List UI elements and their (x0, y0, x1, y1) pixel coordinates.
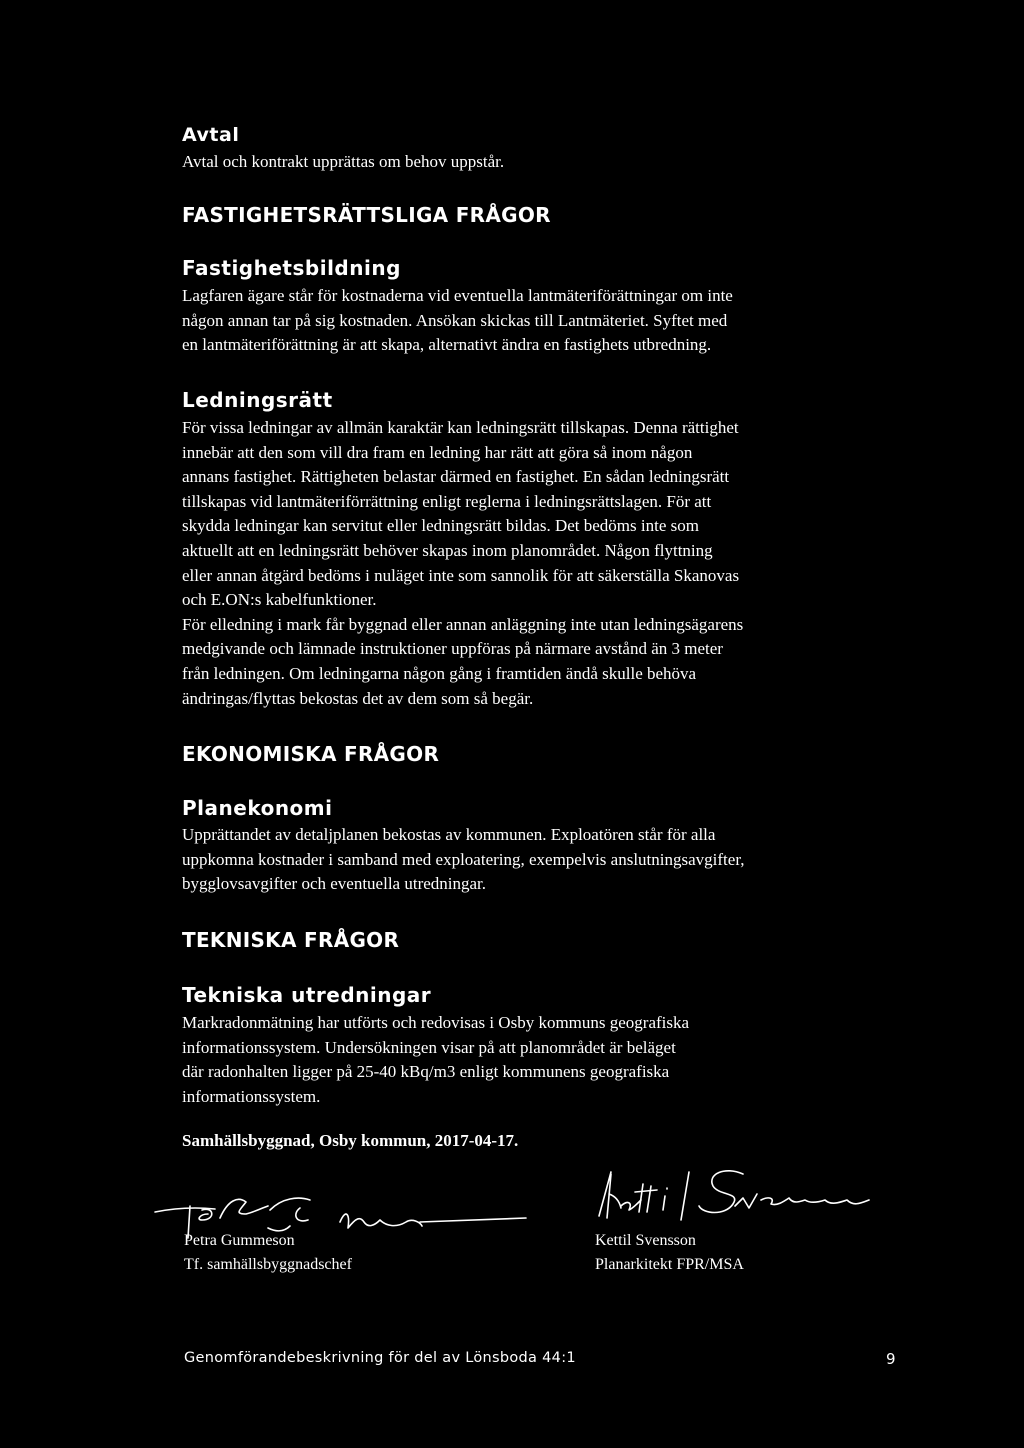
text-line: någon annan tar på sig kostnaden. Ansökan skickas till Lantmäteriet. Syftet med (182, 310, 728, 330)
signatory-right-title: Planarkitekt FPR/MSA (595, 1256, 744, 1273)
text-line: aktuellt att en ledningsrätt behöver skapas inom planområdet. Någon flyttning (182, 540, 713, 560)
planekonomi-paragraph (182, 823, 745, 897)
avtal-heading: Avtal (182, 124, 240, 146)
text-line: annans fastighet. Rättigheten belastar därmed en fastighet. En sådan ledningsrätt (182, 467, 730, 487)
text-line: Markradonmätning har utförts och redovisas i Osby kommuns geografiska (182, 1013, 690, 1032)
text-line: informationssystem. (182, 1086, 321, 1106)
text-line: informationssystem. Undersökningen visar på att planområdet är beläget (182, 1037, 676, 1057)
text-line: Upprättandet av detaljplanen bekostas av kommunen. Exploatören står för alla (182, 825, 716, 844)
signatory-left-title: Tf. samhällsbyggnadschef (184, 1256, 352, 1273)
text-line: För elledning i mark får byggnad eller annan anläggning inte utan ledningsägarens (182, 614, 744, 634)
text-line: För vissa ledningar av allmän karaktär kan ledningsrätt tillskapas. Denna rättighet (182, 418, 739, 437)
text-line: innebär att den som vill dra fram en ledning har rätt att göra så inom någon (182, 442, 693, 462)
footer-document-title: Genomförandebeskrivning för del av Lönsboda 44:1 (184, 1350, 576, 1366)
text-line: och E.ON:s kabelfunktioner. (182, 590, 377, 610)
text-line: från ledningen. Om ledningarna någon gång i framtiden ändå skulle behöva (182, 663, 697, 683)
text-line: skydda ledningar kan servitut eller ledningsrätt bildas. Det bedöms inte som (182, 516, 699, 536)
fastighet-section-heading: FASTIGHETSRÄTTSLIGA FRÅGOR (182, 203, 551, 227)
tekniska-utredningar-paragraph (182, 1011, 689, 1109)
text-line: medgivande och lämnade instruktioner uppföras på närmare avstånd än 3 meter (182, 639, 723, 659)
ledningsratt-heading: Ledningsrätt (182, 388, 333, 412)
signatory-left-name: Petra Gummeson (184, 1232, 295, 1249)
text-line: eller annan åtgärd bedöms i nuläget inte som sannolik för att säkerställa Skanovas (182, 565, 740, 585)
ledningsratt-paragraph (182, 416, 743, 711)
text-line: uppkomna kostnader i samband med exploatering, exempelvis anslutningsavgifter, (182, 849, 745, 869)
planekonomi-heading: Planekonomi (182, 796, 333, 820)
text-line: där radonhalten ligger på 25-40 kBq/m3 enligt kommunens geografiska (182, 1062, 670, 1082)
text-line: Lagfaren ägare står för kostnaderna vid eventuella lantmäteriförättningar om inte (182, 286, 733, 305)
place-date: Samhällsbyggnad, Osby kommun, 2017-04-17. (182, 1131, 519, 1150)
footer-page-number: 9 (886, 1350, 896, 1368)
signatory-right-name: Kettil Svensson (595, 1232, 696, 1249)
fastighetsbildning-paragraph (182, 284, 733, 358)
text-line: tillskapas vid lantmäteriförrättning enligt reglerna i ledningsrättslagen. För att (182, 491, 712, 511)
text-line: en lantmäteriförättning är att skapa, alternativt ändra en fastighets utbredning. (182, 335, 712, 355)
text-line: ändringas/flyttas bekostas det av dem som så begär. (182, 688, 534, 708)
teknik-section-heading: TEKNISKA FRÅGOR (182, 928, 400, 952)
tekniska-utredningar-heading: Tekniska utredningar (182, 983, 432, 1007)
text-line: bygglovsavgifter och eventuella utredningar. (182, 874, 487, 894)
fastighetsbildning-heading: Fastighetsbildning (182, 256, 401, 280)
signature-kettil-svensson (585, 1162, 885, 1232)
ekonomi-section-heading: EKONOMISKA FRÅGOR (182, 742, 440, 766)
avtal-text: Avtal och kontrakt upprättas om behov uppstår. (182, 152, 505, 171)
